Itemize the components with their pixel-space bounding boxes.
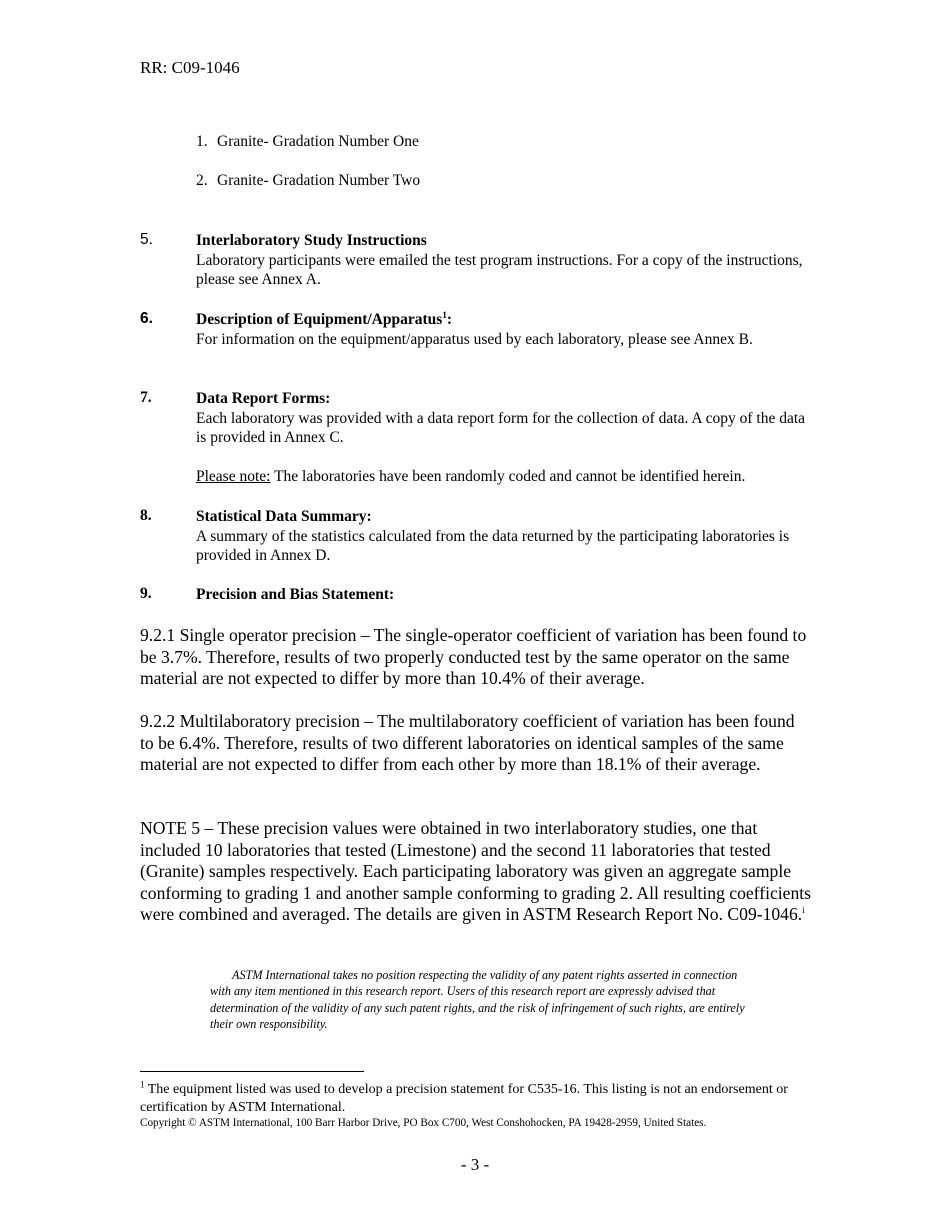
endnote-ref-i[interactable]: i <box>802 905 805 916</box>
list-item-number: 2. <box>196 172 208 189</box>
paragraph-9-2-2: 9.2.2 Multilaboratory precision – The multilaboratory coefficient of variation has been found to be 6.4%. Therefore, results of two different laboratories on identical samples of the same material are not expected to differ from each other by more than 18.1% of their average. <box>140 711 795 774</box>
section-6 <box>196 310 806 349</box>
section-5-number: 5. <box>140 231 153 248</box>
section-8-text: A summary of the statistics calculated from the data returned by the participating laboratories is provided in Annex D. <box>196 527 790 564</box>
list-item-granite-one <box>196 133 419 151</box>
footnote-text: The equipment listed was used to develop a precision statement for C535-16. This listing is not an endorsement or certification by ASTM International. <box>140 1082 788 1115</box>
section-6-number: 6. <box>140 310 153 327</box>
section-7-number: 7. <box>140 389 152 406</box>
section-9-title: Precision and Bias Statement: <box>196 586 395 603</box>
note-5-paragraph <box>140 818 812 926</box>
section-8-number: 8. <box>140 507 152 524</box>
note-label: Please note: <box>196 468 271 485</box>
section-5-text: Laboratory participants were emailed the test program instructions. For a copy of the instructions, please see Annex A. <box>196 251 803 288</box>
footnote-ref-1[interactable]: 1 <box>442 309 447 320</box>
page-number: - 3 - <box>460 1155 490 1174</box>
copyright-line: Copyright © ASTM International, 100 Barr Harbor Drive, PO Box C700, West Conshohocken, PA 19428-2959, United States. <box>140 1117 707 1129</box>
disclaimer-text: ASTM International takes no position respecting the validity of any patent rights asserted in connection with any item mentioned in this research report. Users of this research report are expressly advised that determination of the validity of any such patent rights, and the risk of infringement of such rights, are entirely their own responsibility. <box>210 968 745 1031</box>
section-6-title-text: Description of Equipment/Apparatus <box>196 311 443 328</box>
section-6-text: For information on the equipment/apparatus used by each laboratory, please see Annex B. <box>196 330 753 348</box>
section-5-title: Interlaboratory Study Instructions <box>196 232 427 249</box>
paragraph-9-2-1: 9.2.1 Single operator precision – The single-operator coefficient of variation has been found to be 3.7%. Therefore, results of two properly conducted test by the same operator on the same material are not expected to differ by more than 10.4% of their average. <box>140 625 807 688</box>
section-9 <box>196 585 806 605</box>
section-7-text: Each laboratory was provided with a data report form for the collection of data. A copy of the data is provided in Annex C. <box>196 409 806 446</box>
footnote-1 <box>140 1081 800 1117</box>
list-item-granite-two <box>196 172 420 190</box>
report-header: RR: C09-1046 <box>140 58 240 77</box>
list-item-number: 1. <box>196 133 208 150</box>
note-5-text: NOTE 5 – These precision values were obtained in two interlaboratory studies, one that included 10 laboratories that tested (Limestone) and the second 11 laboratories that tested (Granite) samples respectively. Each participating laboratory was given an aggregate sample conforming to grading 1 and another sample conforming to grading 2. All resulting coefficients were combined and averaged. The details are given in ASTM Research Report No. C09-1046. <box>140 818 812 924</box>
section-7 <box>196 389 806 448</box>
list-item-text: Granite- Gradation Number One <box>217 133 419 150</box>
section-8-title: Statistical Data Summary: <box>196 508 372 525</box>
list-item-text: Granite- Gradation Number Two <box>217 172 421 189</box>
patent-disclaimer <box>210 967 750 1032</box>
section-8 <box>196 507 806 566</box>
section-5 <box>196 231 806 290</box>
section-9-number: 9. <box>140 585 152 602</box>
section-7-title: Data Report Forms: <box>196 390 331 407</box>
section-6-title <box>196 310 806 330</box>
note-text: The laboratories have been randomly coded and cannot be identified herein. <box>270 468 746 485</box>
section-6-title-suffix: : <box>446 311 452 328</box>
footnote-marker: 1 <box>140 1079 145 1090</box>
section-7-note <box>196 467 806 487</box>
footnote-divider <box>140 1071 364 1072</box>
